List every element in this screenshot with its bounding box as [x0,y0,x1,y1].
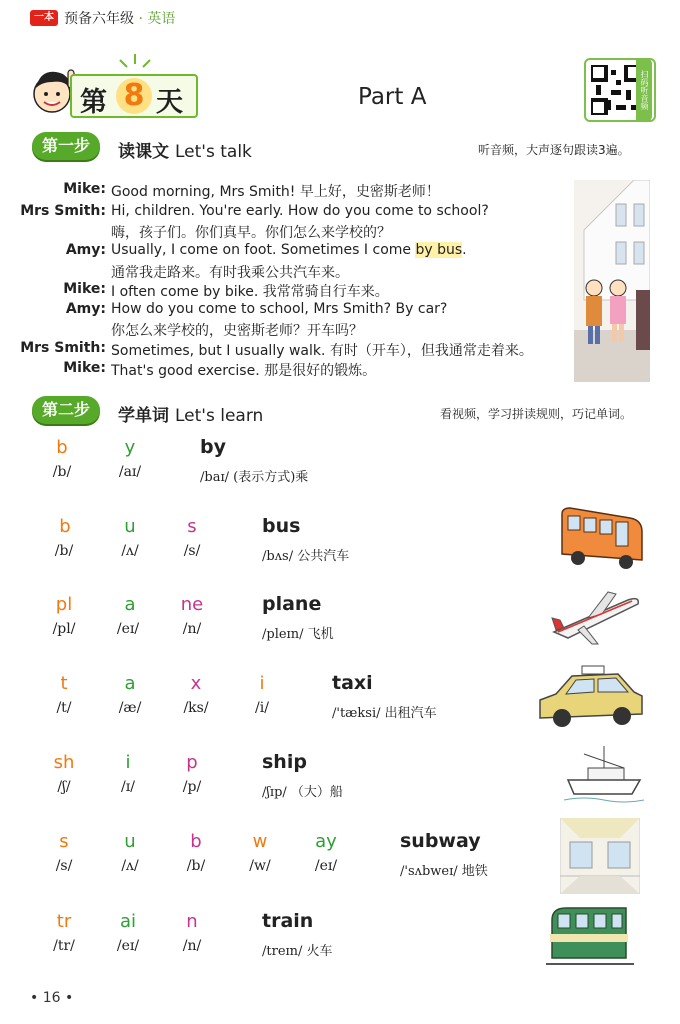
brand-logo: 一本 [30,10,58,26]
phonics-chunk: a [124,594,136,615]
book-title-dot: · [138,11,143,27]
dialogue-line-cn: 嗨，孩子们。你们真早。你们怎么来学校的？ [111,225,391,241]
phonics-chunk: w [252,831,268,852]
qr-code-icon [591,65,641,115]
dialogue-speaker: Mrs Smith: [20,340,106,356]
dialogue-line: How do you come to school, Mrs Smith? By car? [111,301,448,317]
vocab-word: ship [262,751,307,773]
phonics-chunk: y [124,437,136,458]
vocab-gloss: /bʌs/ 公共汽车 [262,549,350,564]
dialogue-line: That's good exercise. 那是很好的锻炼。 [111,363,377,379]
phonics-chunk: sh [53,752,75,773]
phonics-ipa: /eɪ/ [116,621,140,637]
step2-pill: 第二步 [32,396,100,424]
book-subject: 英语 [147,11,176,27]
vocab-word: bus [262,515,301,537]
phonics-chunk: i [125,752,131,773]
phonics-chunk: a [124,673,136,694]
dialogue-line-cn: 你怎么来学校的，史密斯老师？开车吗？ [111,323,363,339]
dialogue-line: Hi, children. You're early. How do you come to school? [111,203,489,219]
step1-title-en: Let's talk [175,142,252,162]
phonics-chunk: s [59,831,69,852]
dialogue-line-tail: . [462,242,467,258]
phonics-chunk: ne [180,594,204,615]
bus-illustration [556,504,646,574]
step1-title-cn: 读课文 [118,142,169,162]
vocab-word: taxi [332,672,373,694]
phonics-ipa: /s/ [183,543,201,559]
phonics-chunk: u [124,831,136,852]
phonics-ipa: /pl/ [52,621,76,637]
phonics-ipa: /aɪ/ [118,464,142,480]
vocab-word: by [200,436,226,458]
phonics-chunk: ay [315,831,337,852]
part-title: Part A [358,84,427,110]
step2-title [118,401,263,426]
dialogue-speaker: Amy: [65,242,106,258]
phonics-chunk: s [187,516,197,537]
phonics-ipa: /eɪ/ [116,938,140,954]
dialogue-speaker: Mike: [63,360,106,376]
phonics-ipa: /w/ [249,858,271,874]
dialogue-line-text: Usually, I come on foot. Sometimes I come [111,242,416,258]
qr-label: 扫码听音频 [636,58,652,122]
phonics-ipa: /p/ [182,779,202,795]
phonics-ipa: /b/ [54,543,74,559]
phonics-ipa: /ks/ [183,700,209,716]
phonics-ipa: /n/ [182,621,202,637]
dialogue-speaker: Mike: [63,181,106,197]
day-char-prefix: 第 [80,87,107,118]
train-illustration [546,900,634,970]
dialogue-line-cn: 通常我走路来。有时我乘公共汽车来。 [111,265,349,281]
taxi-illustration [534,664,646,730]
dialogue-line [111,242,467,258]
page-number-value: 16 [42,990,61,1006]
phonics-ipa: /i/ [255,700,269,716]
step2-title-en: Let's learn [175,406,264,426]
phonics-chunk: b [59,516,71,537]
step1-note: 听音频，大声逐句跟读3遍。 [478,143,630,157]
phonics-ipa: /b/ [186,858,206,874]
step2-title-cn: 学单词 [118,406,169,426]
phonics-chunk: ai [119,911,137,932]
dialogue-speaker: Mrs Smith: [20,203,106,219]
vocab-gloss: /ʃɪp/ （大）船 [262,785,343,800]
day-number: 8 [116,78,152,114]
phonics-chunk: i [259,673,265,694]
step1-title [118,137,252,162]
book-title-text: 预备六年级 [64,11,134,27]
phonics-ipa: /ʌ/ [121,858,139,874]
vocab-word: train [262,910,314,932]
subway-illustration [560,818,640,894]
step1-pill: 第一步 [32,132,100,160]
vocab-gloss: /pleɪn/ 飞机 [262,627,334,642]
phonics-chunk: pl [55,594,73,615]
phonics-chunk: n [186,911,198,932]
phonics-ipa: /ɪ/ [121,779,135,795]
dialogue-line: Good morning, Mrs Smith! 早上好，史密斯老师！ [111,184,440,200]
ship-illustration [564,744,644,806]
phonics-chunk: tr [56,911,72,932]
book-title [64,8,175,28]
phonics-chunk: t [60,673,68,694]
vocab-gloss: /'tæksi/ 出租汽车 [332,706,437,721]
phonics-ipa: /b/ [52,464,72,480]
dialogue-speaker: Mike: [63,281,106,297]
page-number: • 16 • [30,990,74,1006]
vocab-gloss: /treɪn/ 火车 [262,944,333,959]
phonics-chunk: b [56,437,68,458]
vocab-gloss: /baɪ/ (表示方式)乘 [200,470,309,485]
dialogue-line: I often come by bike. 我常常骑自行车来。 [111,284,389,300]
step2-note: 看视频，学习拼读规则，巧记单词。 [440,407,633,421]
day-char-suffix: 天 [156,87,183,118]
dialogue-line: Sometimes, but I usually walk. 有时（开车），但我通常走着来。 [111,343,533,359]
vocab-gloss: /'sʌbweɪ/ 地铁 [400,864,488,879]
vocab-word: subway [400,830,481,852]
phonics-chunk: b [190,831,202,852]
phonics-ipa: /s/ [55,858,73,874]
highlighted-phrase: by bus [415,242,463,258]
phonics-chunk: u [124,516,136,537]
phonics-ipa: /t/ [56,700,72,716]
phonics-ipa: /tr/ [53,938,75,954]
phonics-ipa: /ʃ/ [57,779,71,795]
phonics-ipa: /eɪ/ [314,858,338,874]
phonics-ipa: /æ/ [118,700,142,716]
dialogue-speaker: Amy: [65,301,106,317]
phonics-ipa: /ʌ/ [121,543,139,559]
phonics-chunk: x [190,673,202,694]
vocab-word: plane [262,593,322,615]
phonics-ipa: /n/ [182,938,202,954]
phonics-chunk: p [186,752,198,773]
plane-illustration [548,586,644,646]
sparkle-icon [110,52,160,74]
school-scene-illustration [574,180,650,382]
